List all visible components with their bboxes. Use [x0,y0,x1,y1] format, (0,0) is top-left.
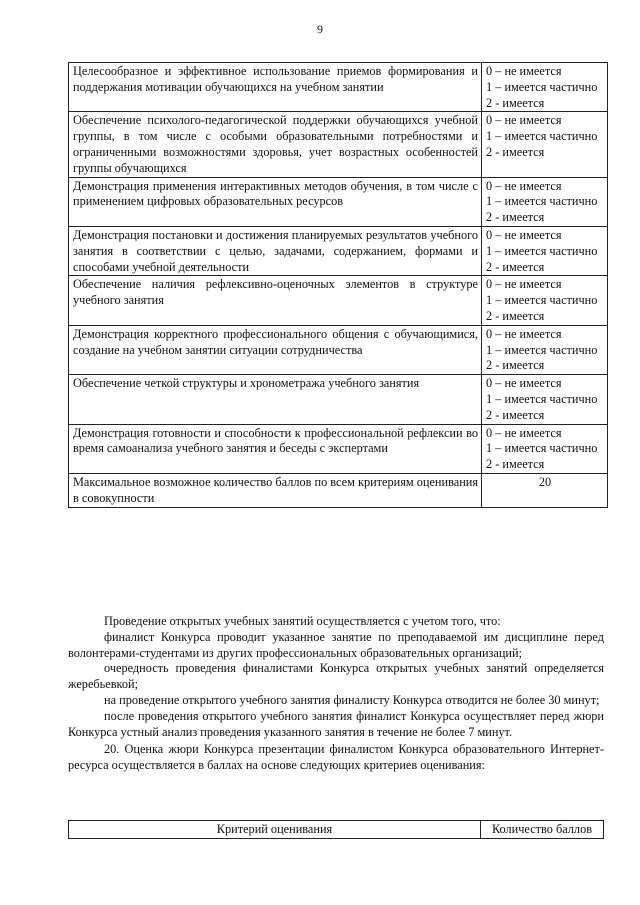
score-option: 1 – имеется частично [486,79,598,94]
score-options [482,325,608,374]
criterion-text: Обеспечение психолого-педагогической поддержки обучающихся учебной группы, в том числе с особыми образовательными потребностями и ограниченными возможностями здоровья, учет возрастных особенностей группы обучающихся [69,112,482,177]
score-option: 1 – имеется частично [486,293,598,308]
score-options [482,226,608,275]
score-options [482,375,608,424]
table-row [69,177,608,226]
score-option: 1 – имеется частично [486,342,598,357]
criterion-text: Демонстрация применения интерактивных методов обучения, в том числе с применением цифровых образовательных ресурсов [69,177,482,226]
score-option: 2 - имеется [486,144,545,159]
score-option: 0 – не имеется [486,277,562,292]
paragraph: Проведение открытых учебных занятий осуществляется с учетом того, что: [104,614,501,628]
page-number: 9 [317,22,323,36]
score-options [482,177,608,226]
criterion-text: Целесообразное и эффективное использование приемов формирования и поддержания мотивации обучающихся на учебном занятии [69,63,482,112]
score-option: 0 – не имеется [486,425,562,440]
score-option: 2 - имеется [486,308,545,323]
total-value: 20 [482,473,608,507]
score-option: 0 – не имеется [486,326,562,341]
criteria-table [68,62,608,508]
score-option: 1 – имеется частично [486,194,598,209]
paragraph: 20. Оценка жюри Конкурса презентации финалистом Конкурса образовательного Интернет-ресурса осуществляется в баллах на основе следующих критериев оценивания: [68,742,604,773]
table-row [69,112,608,177]
internet-resource-criteria-table [68,820,604,839]
score-options [482,63,608,112]
score-option: 0 – не имеется [486,178,562,193]
table-row [69,276,608,325]
score-option: 1 – имеется частично [486,243,598,258]
paragraph: на проведение открытого учебного занятия финалисту Конкурса отводится не более 30 минут; [104,692,600,707]
score-option: 1 – имеется частично [486,441,598,456]
score-option: 2 - имеется [486,210,545,225]
table-row [69,325,608,374]
score-option: 0 – не имеется [486,227,562,242]
score-option: 0 – не имеется [486,64,562,78]
paragraph: после проведения открытого учебного занятия финалист Конкурса осуществляет перед жюри Конкурса устный анализ проведения указанного занятия в течение не более 7 минут. [68,708,604,739]
body-text [68,614,604,774]
column-header-points: Количество баллов [481,821,604,839]
table-header-row [69,821,604,839]
criterion-text: Демонстрация готовности и способности к профессиональной рефлексии во время самоанализа учебного занятия и беседы с экспертами [69,424,482,473]
score-option: 0 – не имеется [486,376,562,391]
table-row [69,375,608,424]
criterion-text: Демонстрация корректного профессионального общения с обучающимися, создание на учебном занятии ситуации сотрудничества [69,325,482,374]
score-option: 2 - имеется [486,407,545,422]
score-options [482,112,608,177]
column-header-criteria: Критерий оценивания [69,821,481,839]
table-row [69,226,608,275]
score-option: 2 - имеется [486,457,545,472]
score-option: 2 - имеется [486,358,545,373]
score-option: 2 - имеется [486,95,545,110]
criterion-text: Обеспечение наличия рефлексивно-оценочных элементов в структуре учебного занятия [69,276,482,325]
score-option: 1 – имеется частично [486,129,598,144]
score-options [482,276,608,325]
total-row [69,473,608,507]
criterion-text: Обеспечение четкой структуры и хронометража учебного занятия [69,375,482,424]
table-row [69,424,608,473]
score-options [482,424,608,473]
score-option: 0 – не имеется [486,113,562,128]
paragraph: очередность проведения финалистами Конкурса открытых учебных занятий определяется жеребьевкой; [68,661,604,692]
score-option: 2 - имеется [486,259,545,274]
paragraph: финалист Конкурса проводит указанное занятие по преподаваемой им дисциплине перед волонтерами-студентами из других профессиональных образовательных организаций; [68,629,604,660]
criterion-text: Демонстрация постановки и достижения планируемых результатов учебного занятия в соответствии с целью, задачами, содержанием, формами и способами учебной деятельности [69,226,482,275]
total-label: Максимальное возможное количество баллов по всем критериям оценивания в совокупности [69,473,482,507]
table-row [69,63,608,112]
score-option: 1 – имеется частично [486,391,598,406]
